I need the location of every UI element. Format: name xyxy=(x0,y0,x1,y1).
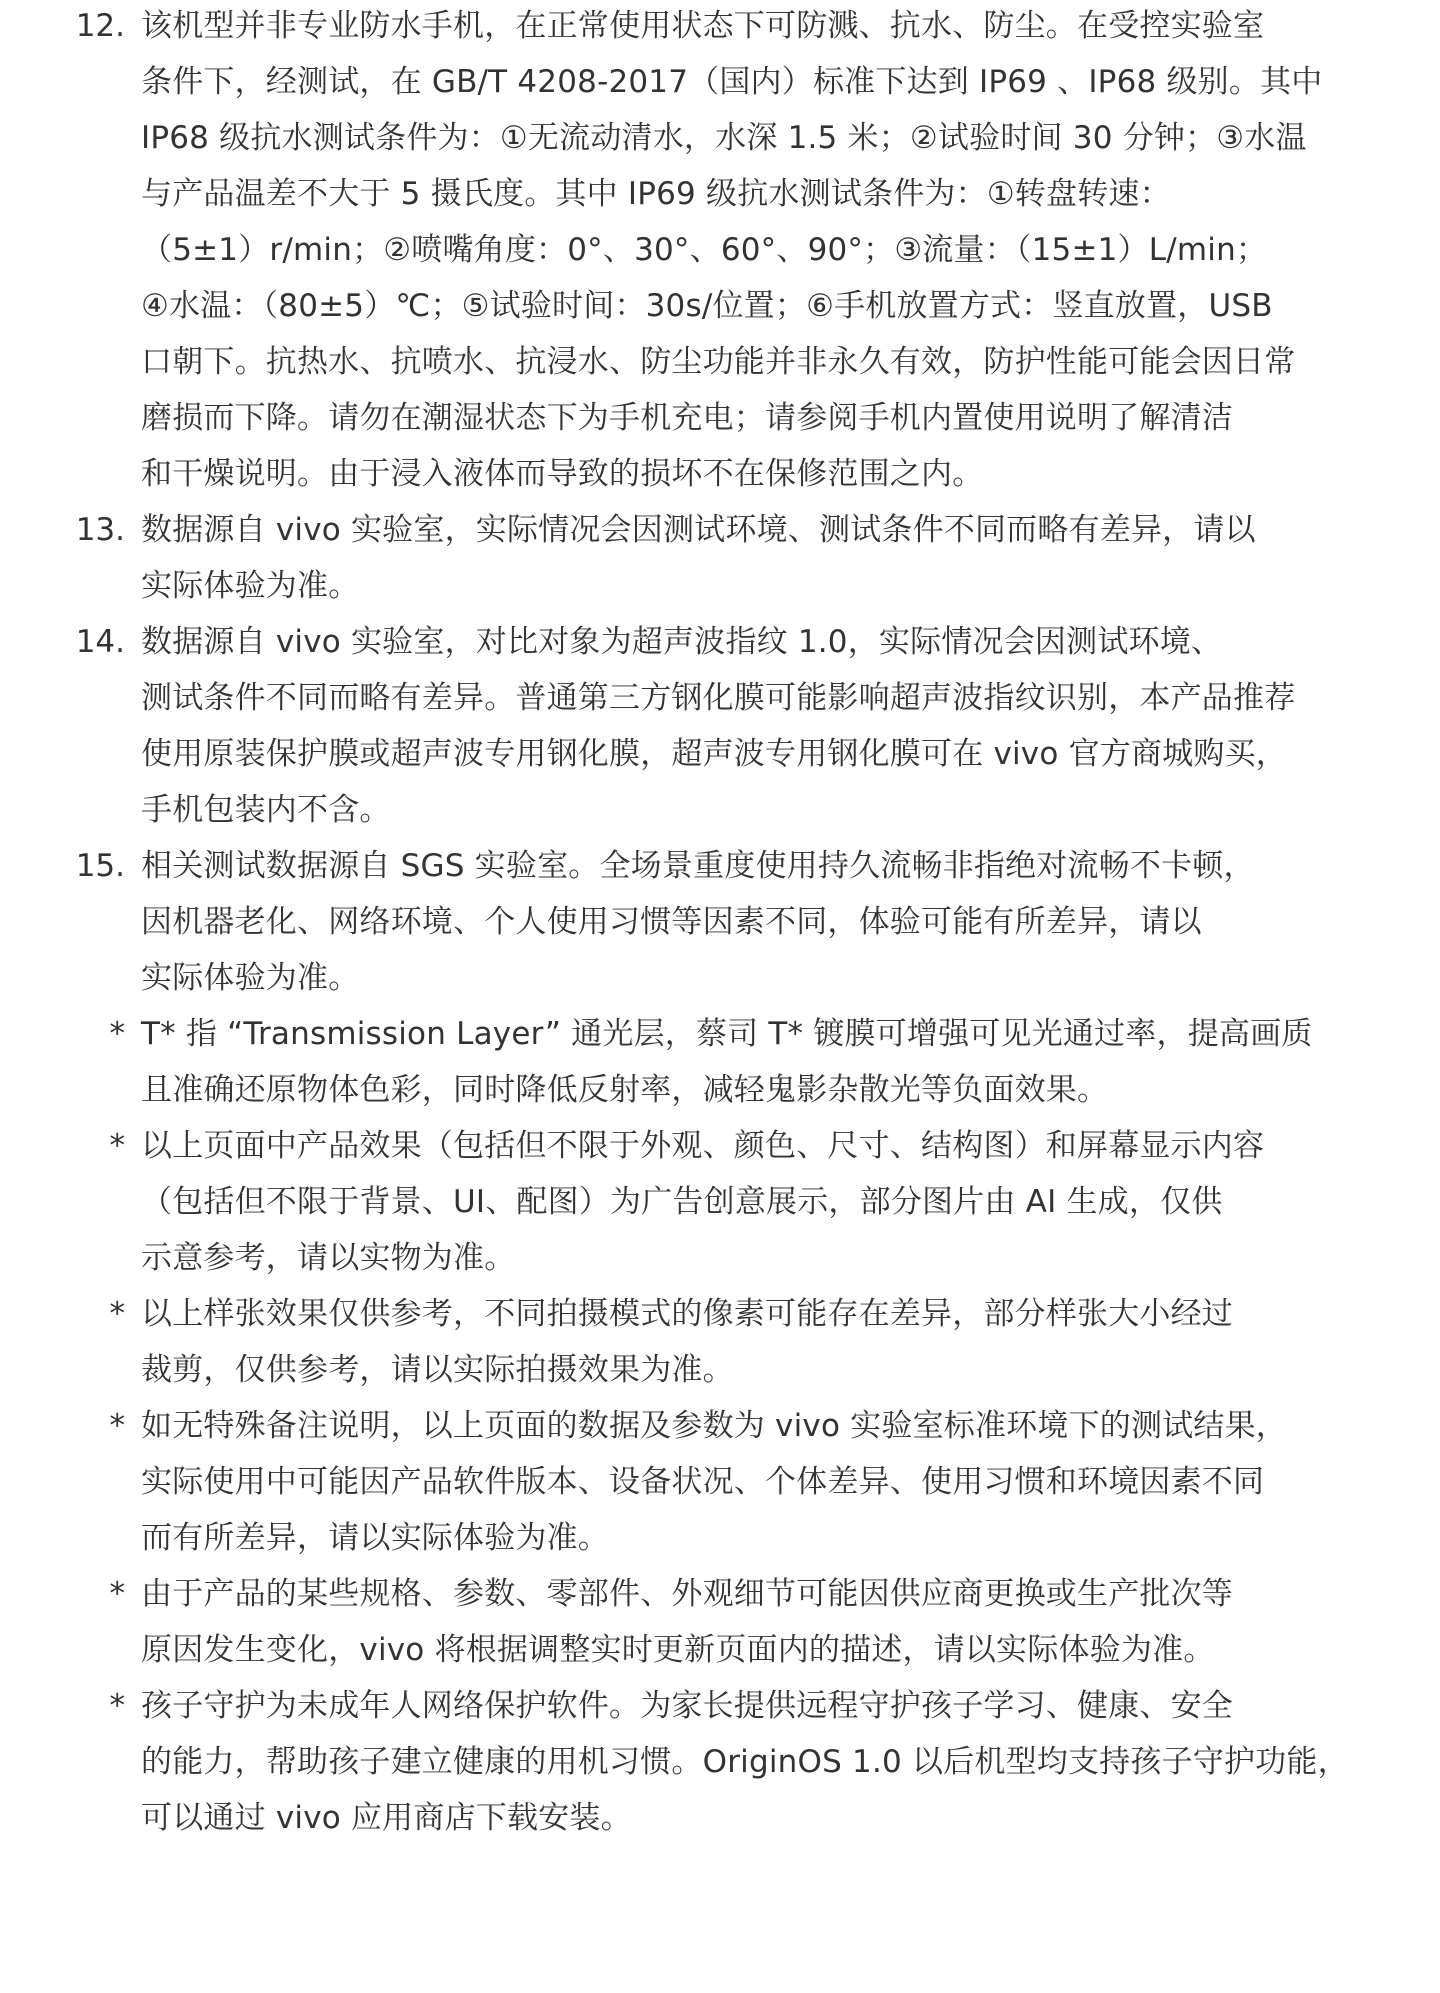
note-text-line: 且准确还原物体色彩，同时降低反射率，减轻鬼影杂散光等负面效果。 xyxy=(141,1072,1109,1108)
note-text-line: 使用原装保护膜或超声波专用钢化膜，超声波专用钢化膜可在 vivo 官方商城购买， xyxy=(141,736,1287,772)
note-text-line: 孩子守护为未成年人网络保护软件。为家长提供远程守护孩子学习、健康、安全 xyxy=(141,1688,1233,1724)
note-text-line: 由于产品的某些规格、参数、零部件、外观细节可能因供应商更换或生产批次等 xyxy=(141,1576,1233,1612)
note-text-line: （包括但不限于背景、UI、配图）为广告创意展示，部分图片由 AI 生成，仅供 xyxy=(141,1184,1223,1220)
numbered-note-item xyxy=(0,838,1401,1006)
note-text-line: 手机包装内不含。 xyxy=(141,792,391,828)
note-text-line: ④水温：（80±5）℃；⑤试验时间：30s/位置；⑥手机放置方式：竖直放置，USB xyxy=(141,288,1273,324)
footnote-asterisk: * xyxy=(109,1296,125,1332)
footnote-item xyxy=(0,1398,1401,1566)
footnote-asterisk: * xyxy=(109,1016,125,1052)
note-text-line: 可以通过 vivo 应用商店下载安装。 xyxy=(141,1800,632,1836)
note-text-line: 实际体验为准。 xyxy=(141,568,360,604)
note-text-line: 而有所差异，请以实际体验为准。 xyxy=(141,1520,609,1556)
note-text-line: 测试条件不同而略有差异。普通第三方钢化膜可能影响超声波指纹识别，本产品推荐 xyxy=(141,680,1296,716)
footnote-asterisk: * xyxy=(109,1408,125,1444)
note-text-line: 相关测试数据源自 SGS 实验室。全场景重度使用持久流畅非指绝对流畅不卡顿， xyxy=(141,848,1255,884)
footnote-asterisk: * xyxy=(109,1128,125,1164)
numbered-note-item xyxy=(0,614,1401,838)
note-text-line: 示意参考，请以实物为准。 xyxy=(141,1240,516,1276)
note-text-line: 裁剪，仅供参考，请以实际拍摄效果为准。 xyxy=(141,1352,734,1388)
note-text-line: （5±1）r/min；②喷嘴角度：0°、30°、60°、90°；③流量：（15±1）L/min； xyxy=(141,232,1268,268)
note-text-line: 与产品温差不大于 5 摄氏度。其中 IP69 级抗水测试条件为：①转盘转速： xyxy=(141,176,1171,212)
note-text-line: 原因发生变化，vivo 将根据调整实时更新页面内的描述，请以实际体验为准。 xyxy=(141,1632,1215,1668)
note-text-line: 如无特殊备注说明，以上页面的数据及参数为 vivo 实验室标准环境下的测试结果， xyxy=(141,1408,1287,1444)
note-text-line: 以上页面中产品效果（包括但不限于外观、颜色、尺寸、结构图）和屏幕显示内容 xyxy=(141,1128,1265,1164)
note-text-line: 因机器老化、网络环境、个人使用习惯等因素不同，体验可能有所差异，请以 xyxy=(141,904,1202,940)
note-text-line: 该机型并非专业防水手机，在正常使用状态下可防溅、抗水、防尘。在受控实验室 xyxy=(141,8,1265,44)
note-text-line: 口朝下。抗热水、抗喷水、抗浸水、防尘功能并非永久有效，防护性能可能会因日常 xyxy=(141,344,1296,380)
note-number: 14. xyxy=(75,624,125,660)
note-number: 12. xyxy=(75,8,125,44)
footnote-item xyxy=(0,1006,1401,1118)
note-text-line: 条件下，经测试，在 GB/T 4208-2017（国内）标准下达到 IP69 、IP68 级别。其中 xyxy=(141,64,1323,100)
note-text-line: T* 指 “Transmission Layer” 通光层，蔡司 T* 镀膜可增强可见光通过率，提高画质 xyxy=(141,1016,1313,1052)
footnote-item xyxy=(0,1118,1401,1286)
note-text-line: IP68 级抗水测试条件为：①无流动清水，水深 1.5 米；②试验时间 30 分钟；③水温 xyxy=(141,120,1307,156)
footnote-item xyxy=(0,1566,1401,1678)
note-text-line: 数据源自 vivo 实验室，对比对象为超声波指纹 1.0，实际情况会因测试环境、 xyxy=(141,624,1223,660)
footnote-asterisk: * xyxy=(109,1688,125,1724)
numbered-note-item xyxy=(0,502,1401,614)
note-text-line: 以上样张效果仅供参考，不同拍摄模式的像素可能存在差异，部分样张大小经过 xyxy=(141,1296,1233,1332)
note-text-line: 数据源自 vivo 实验室，实际情况会因测试环境、测试条件不同而略有差异，请以 xyxy=(141,512,1256,548)
footnote-asterisk: * xyxy=(109,1576,125,1612)
note-text-line: 磨损而下降。请勿在潮湿状态下为手机充电；请参阅手机内置使用说明了解清洁 xyxy=(141,400,1233,436)
note-text-line: 实际体验为准。 xyxy=(141,960,360,996)
numbered-note-item xyxy=(0,0,1401,502)
note-number: 13. xyxy=(75,512,125,548)
note-text-line: 的能力，帮助孩子建立健康的用机习惯。OriginOS 1.0 以后机型均支持孩子守护功能， xyxy=(141,1744,1349,1780)
note-number: 15. xyxy=(75,848,125,884)
footnote-item xyxy=(0,1286,1401,1398)
note-text-line: 和干燥说明。由于浸入液体而导致的损坏不在保修范围之内。 xyxy=(141,456,984,492)
note-text-line: 实际使用中可能因产品软件版本、设备状况、个体差异、使用习惯和环境因素不同 xyxy=(141,1464,1265,1500)
footnote-item xyxy=(0,1678,1401,1846)
